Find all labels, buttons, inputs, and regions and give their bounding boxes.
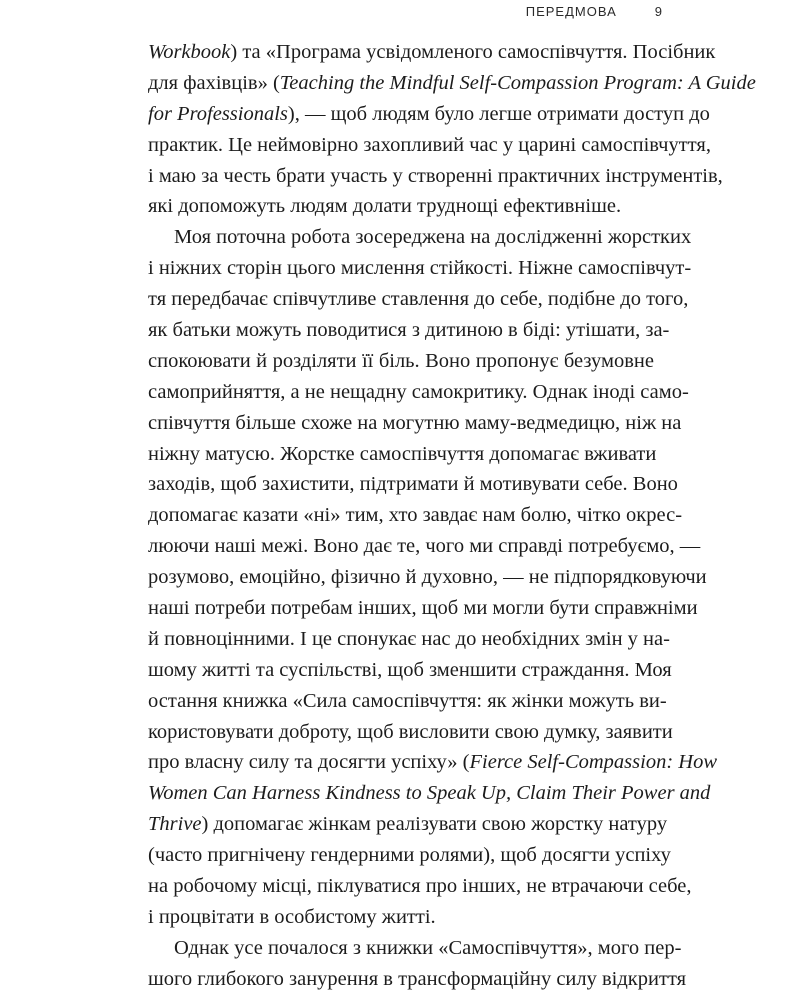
italic-text: Workbook (148, 41, 231, 63)
text-line (148, 531, 701, 562)
text-line (148, 37, 716, 68)
italic-text: Thrive (148, 813, 202, 836)
text-run: шого глибокого занурення в трансформаційну силу відкриття (148, 967, 687, 990)
text-line (148, 99, 710, 130)
text-run: як батьки можуть поводитися з дитиною в біді: утішати, за- (148, 319, 670, 342)
text-run: Однак усе почалося з книжки «Самоспівчуття», мого пер- (174, 936, 682, 959)
text-run: (часто пригнічену гендерними ролями), щоб досягти успіху (148, 844, 671, 867)
text-line (148, 655, 672, 686)
text-line (148, 809, 668, 840)
text-line (148, 686, 667, 717)
italic-text: Teaching the Mindful Self-Compassion Program: A Guide (279, 71, 756, 94)
text-run: й повноцінними. І це спонукає нас до необхідних змін у на- (148, 627, 670, 650)
text-line (148, 377, 689, 408)
text-run: шому житті та суспільстві, щоб зменшити страждання. Моя (148, 658, 672, 681)
italic-text: Fierce Self-Compassion: How (469, 751, 717, 774)
running-head (526, 0, 800, 22)
text-run: ніжну матусю. Жорстке самоспівчуття допомагає вживати (148, 442, 657, 465)
text-run: люючи наші межі. Воно дає те, чого ми справді потребуємо, — (148, 535, 701, 558)
body-text (148, 37, 756, 995)
text-run: співчуття більше схоже на могутню маму-ведмедицю, ніж на (148, 411, 682, 434)
text-run: ) та «Програма усвідомленого самоспівчуття. Посібник (230, 41, 716, 63)
text-line (148, 284, 689, 315)
text-run: які допоможуть людям долати труднощі ефективніше. (148, 195, 622, 218)
text-line (148, 747, 717, 778)
text-line (148, 346, 654, 377)
text-line (148, 778, 711, 809)
text-run: і маю за честь брати участь у створенні практичних інструментів, (148, 164, 723, 187)
text-line (148, 717, 673, 748)
text-line (148, 191, 654, 222)
text-run: тя передбачає співчутливе ставлення до себе, подібне до того, (148, 288, 689, 311)
text-run: на робочому місці, піклуватися про інших, не втрачаючи себе, (148, 875, 692, 898)
text-line (148, 964, 687, 995)
text-line (148, 562, 707, 593)
text-run: наші потреби потребам інших, щоб ми могли бути справжніми (148, 597, 698, 620)
italic-text: Women Can Harness Kindness to Speak Up, Claim Their Power and (148, 782, 711, 805)
text-run: самоприйняття, а не нещадну самокритику. Однак іноді само- (148, 380, 689, 403)
text-line (148, 408, 682, 439)
text-run: ), — щоб людям було легше отримати доступ до (287, 102, 710, 125)
text-line (148, 68, 756, 99)
text-line (148, 624, 670, 655)
text-run: практик. Це неймовірно захопливий час у царині самоспівчуття, (148, 133, 711, 156)
text-line (148, 500, 683, 531)
text-run: остання книжка «Сила самоспівчуття: як жінки можуть ви- (148, 689, 667, 712)
italic-text: for Professionals (148, 102, 288, 125)
text-line (148, 222, 692, 253)
text-line (148, 253, 692, 284)
text-run: і ніжних сторін цього мислення стійкості. Ніжне самоспівчут- (148, 257, 692, 280)
text-run: спокоювати й розділяти її біль. Воно пропонує безумовне (148, 349, 654, 372)
text-line (148, 315, 670, 346)
page-number: 9 (654, 3, 662, 19)
text-run: розумово, емоційно, фізично й духовно, — не підпорядковуючи (148, 566, 707, 589)
text-line (148, 469, 678, 500)
text-run: користовувати доброту, щоб висловити свою думку, заявити (148, 720, 673, 743)
text-run: для фахівців» ( (148, 71, 280, 94)
text-run: і процвітати в особистому житті. (148, 905, 436, 928)
text-line (148, 130, 711, 161)
text-run: про власну силу та досягти успіху» ( (148, 751, 470, 774)
text-line (148, 840, 671, 871)
text-run: Моя поточна робота зосереджена на дослідженні жорстких (174, 226, 692, 249)
text-run: ) допомагає жінкам реалізувати свою жорстку натуру (201, 813, 668, 836)
text-line (148, 871, 692, 902)
text-line (148, 593, 698, 624)
section-title: ПЕРЕДМОВА (525, 3, 617, 19)
text-line (148, 933, 682, 964)
text-run: заходів, щоб захистити, підтримати й мотивувати себе. Воно (148, 473, 678, 496)
text-line (148, 902, 654, 933)
text-line (148, 439, 657, 470)
text-line (148, 161, 723, 192)
text-run: допомагає казати «ні» тим, хто завдає нам болю, чітко окрес- (148, 504, 683, 527)
